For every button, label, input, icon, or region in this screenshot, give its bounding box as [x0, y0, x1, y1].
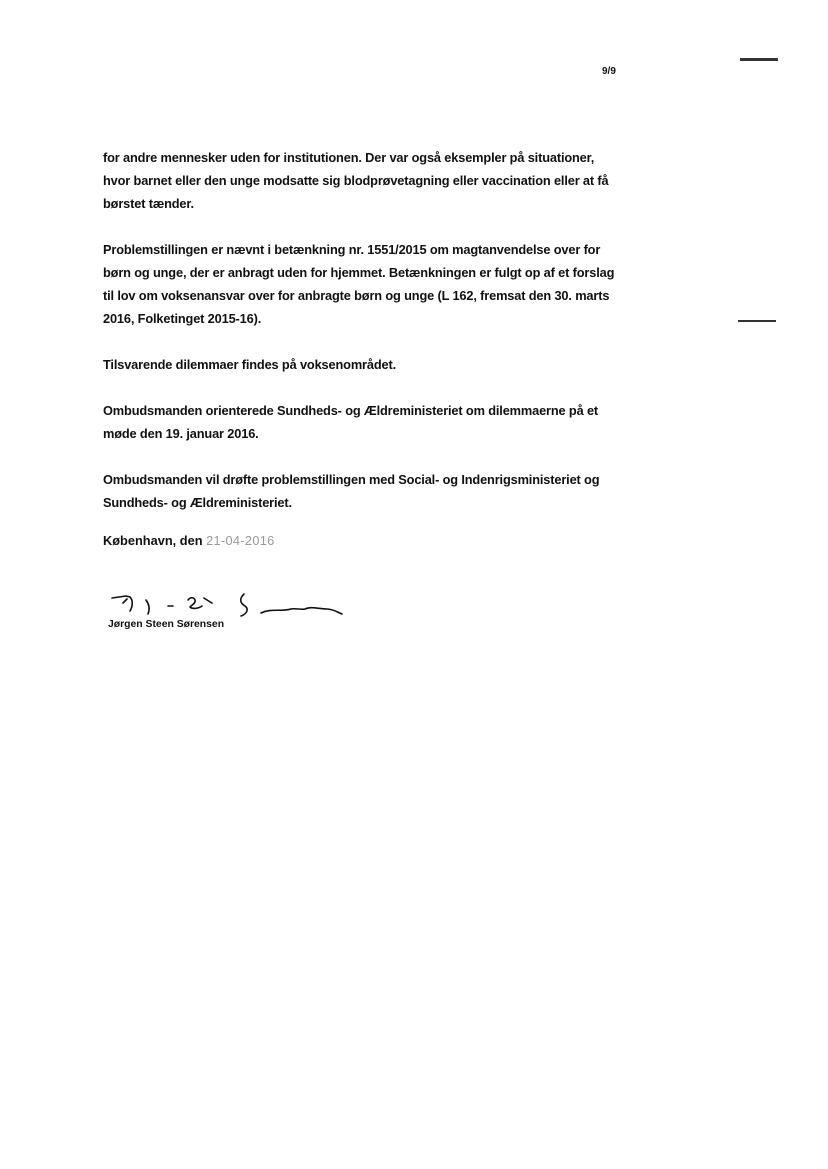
closing-line	[103, 529, 275, 552]
paragraph: Tilsvarende dilemmaer findes på voksenområdet.	[103, 357, 396, 372]
closing-date: 21-04-2016	[206, 533, 275, 548]
paragraph: Ombudsmanden orienterede Sundheds- og Ældreministeriet om dilemmaerne på et møde den 19. januar 2016.	[103, 403, 599, 441]
signer-name: Jørgen Steen Sørensen	[108, 619, 225, 630]
letter-body	[103, 146, 623, 537]
signature-drawing	[108, 586, 353, 622]
margin-mark-top	[740, 58, 778, 61]
closing-place: København, den	[103, 533, 203, 548]
page-number: 9/9	[602, 66, 616, 77]
paragraph: Problemstillingen er nævnt i betænkning nr. 1551/2015 om magtanvendelse over for børn og unge, der er anbragt uden for hjemmet. Betænkningen er fulgt op af et forslag til lov om voksenansvar over for anbragte børn og unge (L 162, fremsat den 30. marts 2016, Folketinget 2015-16).	[103, 242, 615, 326]
margin-mark-middle	[738, 320, 776, 322]
paragraph: Ombudsmanden vil drøfte problemstillingen med Social- og Indenrigsministeriet og Sundheds- og Ældreministeriet.	[103, 472, 600, 510]
paragraph: for andre mennesker uden for institutionen. Der var også eksempler på situationer, hvor barnet eller den unge modsatte sig blodprøvetagning eller vaccination eller at få børstet tænder.	[103, 150, 609, 211]
